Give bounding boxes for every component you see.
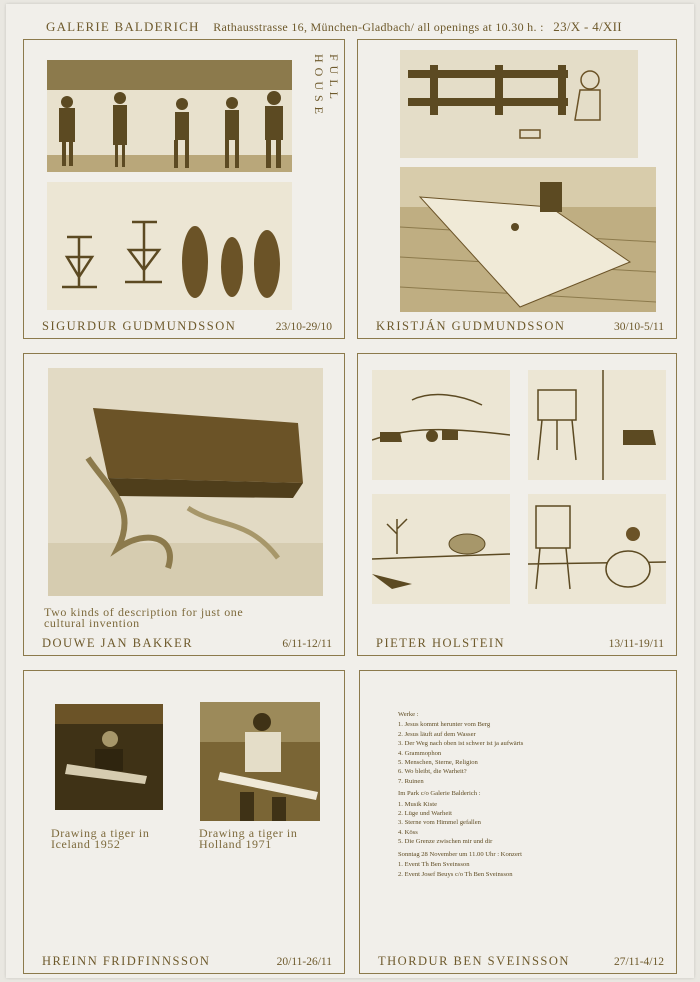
- artist-name: KRISTJÁN GUDMUNDSSON: [376, 319, 566, 333]
- photo-drawing-tiger-iceland: [55, 704, 163, 810]
- show-dates: 30/10-5/11: [613, 321, 664, 333]
- panel-sigurdur: [23, 39, 345, 339]
- works-list: [398, 707, 666, 879]
- work-item: 6. Wo bleibt, die Warheit?: [398, 768, 467, 776]
- full-house-title: [311, 54, 341, 119]
- park-item: 3. Sterne vom Himmel gefallen: [398, 819, 481, 827]
- work-item: 5. Menschen, Sterne, Religion: [398, 759, 478, 767]
- artist-name: PIETER HOLSTEIN: [376, 636, 506, 650]
- park-item: 5. Die Grenze zwischen mir und dir: [398, 838, 493, 846]
- panel-hreinn: [23, 670, 345, 974]
- artist-name: THORDUR BEN SVEINSSON: [378, 954, 570, 968]
- caption-iceland-line-1: Drawing a tiger in: [51, 826, 150, 840]
- full-house-line1: FULL: [327, 54, 341, 104]
- panel-thordur: [359, 670, 677, 974]
- exhibition-dates: 23/X - 4/XII: [553, 19, 622, 34]
- caption-holland-line-1: Drawing a tiger in: [199, 826, 298, 840]
- caption-line-1: Two kinds of description for just one: [44, 605, 244, 619]
- drawing-bird-plant: [372, 494, 510, 604]
- work-item: 4. Grammophon: [398, 749, 442, 757]
- show-dates: 27/11-4/12: [613, 956, 664, 968]
- work-item: 2. Jesus läuft auf dem Wasser: [398, 730, 476, 738]
- park-item: 2. Lüge und Warheit: [398, 810, 452, 818]
- park-item: 1. Musik Kiste: [398, 800, 438, 808]
- caption-holland-line-2: Holland 1971: [199, 837, 272, 851]
- photo-wooden-planks: [400, 167, 656, 312]
- poster-header: [46, 19, 674, 35]
- drawing-dog-beach: [372, 370, 510, 480]
- douwe-caption: [44, 607, 344, 629]
- caption-holland: [199, 828, 297, 850]
- event-item: 1. Event Th Ben Sveinsson: [398, 861, 470, 869]
- works-heading: Werke :: [398, 711, 419, 718]
- park-heading: Im Park c/o Galerie Balderich :: [398, 790, 481, 798]
- artist-name: DOUWE JAN BAKKER: [42, 636, 194, 650]
- photo-scales-and-shoes: [47, 182, 292, 310]
- caption-line-2: cultural invention: [44, 616, 140, 630]
- panel-pieter: [357, 353, 677, 656]
- event-items: [398, 860, 666, 879]
- caption-iceland-line-2: Iceland 1952: [51, 837, 121, 851]
- gallery-name: GALERIE BALDERICH: [46, 19, 200, 34]
- drawing-easel-dog: [528, 370, 666, 480]
- photo-drawing-tiger-holland: [200, 702, 320, 821]
- concert-heading: Sonntag 28 November um 11.00 Uhr : Konzert: [398, 850, 522, 858]
- works-items: [398, 720, 666, 786]
- work-item: 1. Jesus kommt herunter vom Berg: [398, 721, 491, 729]
- show-dates: 23/10-29/10: [275, 321, 332, 333]
- caption-iceland: [51, 828, 149, 850]
- event-item: 2. Event Josef Beuys c/o Th Ben Sveinsson: [398, 870, 513, 878]
- photo-full-house-figures: [47, 60, 292, 172]
- exhibition-poster: [6, 4, 694, 978]
- show-dates: 20/11-26/11: [276, 956, 332, 968]
- park-item: 4. Köss: [398, 828, 418, 836]
- park-items: [398, 800, 666, 847]
- work-item: 7. Ruinen: [398, 777, 424, 785]
- full-house-line2: HOUSE: [312, 54, 326, 120]
- work-item: 3. Der Weg nach oben ist schwer ist ja aufwärts: [398, 740, 524, 748]
- artist-name: HREINN FRIDFINNSSON: [42, 954, 211, 968]
- photo-wall-drawing: [400, 50, 638, 158]
- panel-douwe: [23, 353, 345, 656]
- show-dates: 13/11-19/11: [608, 638, 664, 650]
- photo-violin-case: [48, 368, 323, 596]
- artist-name: SIGURDUR GUDMUNDSSON: [42, 319, 237, 333]
- panel-kristjan: [357, 39, 677, 339]
- drawing-easel-hen: [528, 494, 666, 604]
- show-dates: 6/11-12/11: [282, 638, 332, 650]
- gallery-address: Rathausstrasse 16, München-Gladbach/ all openings at 10.30 h. :: [213, 20, 544, 34]
